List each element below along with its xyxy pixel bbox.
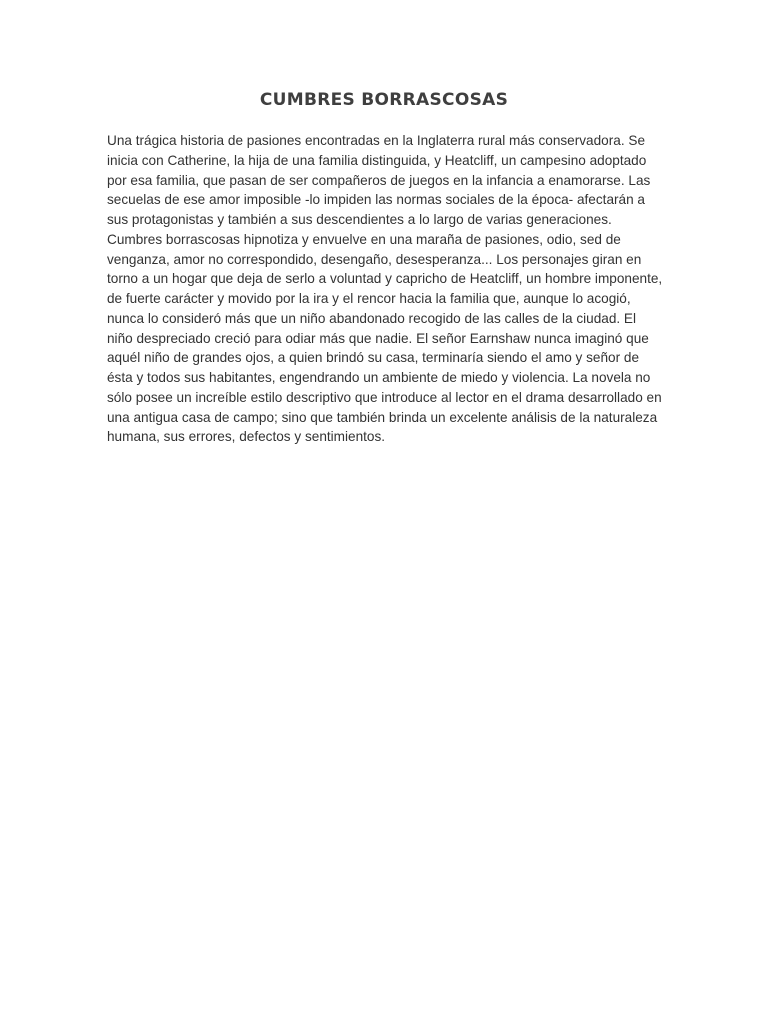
document-body-paragraph: Una trágica historia de pasiones encontradas en la Inglaterra rural más conservadora. Se inicia con Catherine, la hija de una familia distinguida, y Heatcliff, un campesino adoptado por esa familia, que pasan de ser compañeros de juegos en la infancia a enamorarse. Las secuelas de ese amor imposible -lo impiden las normas sociales de la época- afectarán a sus protagonistas y también a sus descendientes a lo largo de varias generaciones. Cumbres borrascosas hipnotiza y envuelve en una maraña de pasiones, odio, sed de venganza, amor no correspondido, desengaño, desesperanza... Los personajes giran en torno a un hogar que deja de serlo a voluntad y capricho de Heatcliff, un hombre imponente, de fuerte carácter y movido por la ira y el rencor hacia la familia que, aunque lo acogió, nunca lo consideró más que un niño abandonado recogido de las calles de la ciudad. El niño despreciado creció para odiar más que nadie. El señor Earnshaw nunca imaginó que aquél niño de grandes ojos, a quien brindó su casa, terminaría siendo el amo y señor de ésta y todos sus habitantes, engendrando un ambiente de miedo y violencia. La novela no sólo posee un increíble estilo descriptivo que introduce al lector en el drama desarrollado en una antigua casa de campo; sino que también brinda un excelente análisis de la naturaleza humana, sus errores, defectos y sentimientos. <box>107 133 663 445</box>
document-title: CUMBRES BORRASCOSAS <box>259 90 509 110</box>
